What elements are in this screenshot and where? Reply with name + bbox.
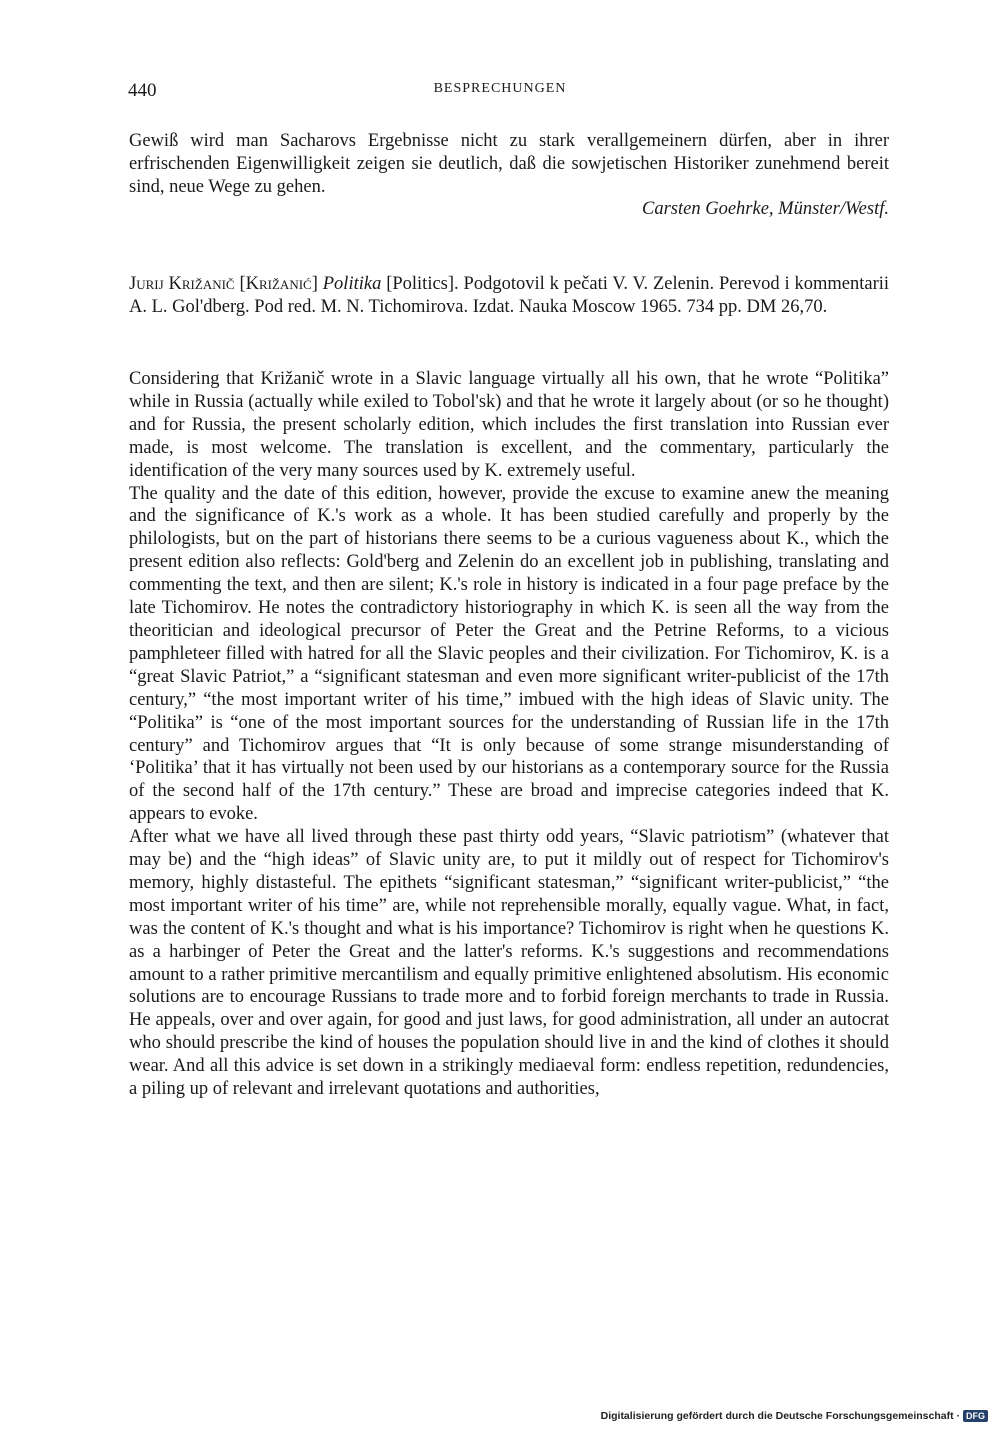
- page-number: 440: [128, 80, 157, 101]
- review-body: [129, 368, 889, 1101]
- footer-text: Digitalisierung gefördert durch die Deutsche Forschungsgemeinschaft ·: [600, 1410, 960, 1422]
- reviewer-signature: Carsten Goehrke, Münster/Westf.: [642, 199, 889, 219]
- citation-title: Politika: [322, 274, 382, 294]
- dfg-logo: DFG: [963, 1410, 988, 1422]
- running-head: BESPRECHUNGEN: [433, 81, 567, 96]
- body-paragraph-1: Considering that Križanič wrote in a Slavic language virtually all his own, that he wrote “Politika” while in Russia (actually while exiled to Tobol'sk) and that he wrote it largely about (or so he thought) and for Russia, the present scholarly edition, which includes the first translation into Russian ever made, is most welcome. The translation is excellent, and the commentary, particularly the identification of the very many sources used by K. extremely useful.: [129, 369, 889, 481]
- citation-details: [Politics]. Podgotovil k pečati V. V. Zelenin. Perevod i kommentarii A. L. Gol'dberg. Pod red. M. N. Tichomirova. Izdat. Nauka Moscow 1965. 734 pp. DM 26,70.: [129, 274, 890, 317]
- review-citation: [129, 273, 889, 319]
- body-paragraph-2: The quality and the date of this edition, however, provide the excuse to examine anew the meaning and the significance of K.'s work as a whole. It has been studied carefully and properly by the philologists, but on the part of historians there seems to be a curious vagueness about K., which the present edition also reflects: Gold'berg and Zelenin do an excellent job in publishing, translating and commenting the text, and then are silent; K.'s role in history is indicated in a four page preface by the late Tichomirov. He notes the contradictory historiography in which K. is seen all the way from the theoritician and ideological precursor of Peter the Great and the Petrine Reforms, to a vicious pamphleteer filled with hatred for all the Slavic peoples and their civilization. For Tichomirov, K. is a “great Slavic Patriot,” a “significant statesman and even more significant writer-publicist of the 17th century,” “the most important writer of his time,” imbued with the high ideas of Slavic unity. The “Politika” is “one of the most important sources for the understanding of Russian life in the 17th century” and Tichomirov argues that “It is only because of some strange misunderstanding of ‘Politika’ that it has virtually not been used by our historians as a contemporary source for the Russia of the second half of the 17th century.” These are broad and imprecise categories indeed that K. appears to evoke.: [129, 483, 889, 825]
- citation-author: Jurij Križanič: [129, 274, 235, 294]
- citation-author-alt: [Križanić]: [239, 274, 318, 294]
- body-paragraph-3: After what we have all lived through these past thirty odd years, “Slavic patriotism” (whatever that may be) and the “high ideas” of Slavic unity are, to put it mildly out of respect for Tichomirov's memory, highly distasteful. The epithets “significant statesman,” “significant writer-publicist,” “the most important writer of his time” are, while not reprehensible morally, equally vague. What, in fact, was the content of K.'s thought and what is his importance? Tichomirov is right when he questions K. as a harbinger of Peter the Great and the latter's reforms. K.'s suggestions and recommendations amount to a rather primitive mercantilism and equally primitive enlightened absolutism. His economic solutions are to encourage Russians to trade more and to forbid foreign merchants to trade in Russia. He appeals, over and over again, for good and just laws, for good administration, all under an autocrat who should prescribe the kind of houses the population should live in and the kind of clothes it should wear. And all this advice is set down in a strikingly mediaeval form: endless repetition, redundencies, a piling up of relevant and irrelevant quotations and authorities,: [129, 827, 889, 1100]
- digitization-footer: [601, 1410, 988, 1422]
- intro-paragraph: Gewiß wird man Sacharovs Ergebnisse nicht zu stark verallgemeinern dürfen, aber in ihrer erfrischenden Eigenwilligkeit zeigen sie deutlich, daß die sowjetischen Historiker zunehmend bereit sind, neue Wege zu gehen.: [129, 131, 889, 197]
